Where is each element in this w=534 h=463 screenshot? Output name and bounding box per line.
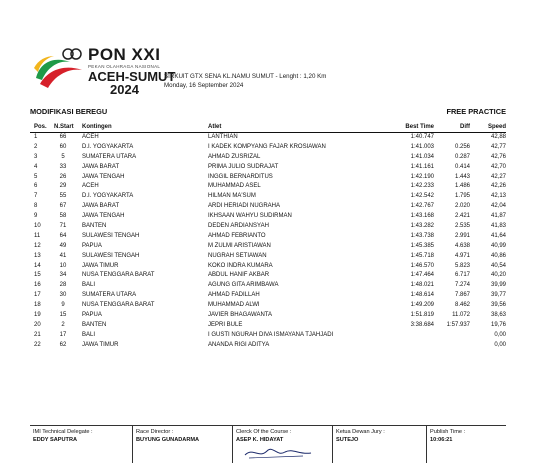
cell-diff: 8.462 [454, 302, 470, 309]
cell-speed: 42,13 [490, 193, 506, 200]
cell-athlete: ABDUL HANIF AKBAR [208, 272, 270, 279]
cell-best-time: 1:48.021 [410, 282, 434, 289]
header-best-time: Best Time [405, 124, 434, 130]
table-row [30, 271, 506, 281]
footer-jury [332, 426, 429, 463]
cell-team: NUSA TENGGARA BARAT [82, 272, 155, 279]
table-row [30, 262, 506, 272]
cell-best-time: 1:41.161 [410, 163, 434, 170]
cell-team: D.I. YOGYAKARTA [82, 193, 134, 200]
event-date: Monday, 16 September 2024 [164, 82, 244, 89]
race-director-label: Race Director : [136, 429, 174, 435]
cell-start: 49 [59, 242, 67, 249]
cell-speed: 39,56 [490, 302, 506, 309]
cell-pos: 1 [34, 134, 38, 140]
cell-team: JAWA TENGAH [82, 173, 125, 180]
footer-officials [30, 425, 506, 463]
header-diff: Diff [460, 124, 470, 130]
cell-athlete: LANTHIAN [208, 134, 238, 140]
cell-diff: 7.274 [454, 282, 470, 289]
clerk-label: Clerck Of the Course : [236, 429, 292, 435]
header-team: Kontingen [82, 124, 112, 130]
cell-start: 58 [59, 213, 67, 220]
cell-pos: 10 [34, 223, 41, 230]
cell-athlete: ANANDA RIGI ADITYA [208, 341, 270, 348]
cell-athlete: JEPRI BULE [208, 321, 243, 328]
race-director-value: BUYUNG GUNADARMA [136, 437, 200, 443]
cell-athlete: AGUNG GITA ARIMBAWA [208, 282, 279, 289]
table-body [30, 133, 506, 351]
cell-start: 33 [59, 163, 67, 170]
cell-speed: 42,27 [490, 173, 506, 180]
cell-best-time: 1:42.767 [410, 203, 434, 210]
table-row [30, 341, 506, 351]
cell-speed: 42,88 [490, 134, 506, 140]
pon-xxi-logo [30, 44, 90, 92]
cell-best-time: 1:40.747 [410, 134, 434, 140]
table-row [30, 153, 506, 163]
cell-athlete: KOKO INDRA KUMARA [208, 262, 273, 269]
cell-diff: 1:57.937 [446, 321, 470, 328]
cell-best-time: 1:45.385 [410, 242, 434, 249]
clerk-value: ASEP K. HIDAYAT [236, 437, 284, 443]
table-row [30, 331, 506, 341]
results-table [30, 122, 506, 351]
cell-start: 67 [59, 203, 67, 210]
cell-pos: 22 [34, 341, 41, 348]
cell-diff: 2.535 [454, 223, 470, 230]
cell-best-time: 1:43.282 [410, 223, 434, 230]
cell-pos: 19 [34, 312, 41, 319]
table-row [30, 301, 506, 311]
table-row [30, 291, 506, 301]
cell-pos: 4 [34, 163, 38, 170]
cell-athlete: IKHSAAN WAHYU SUDIRMAN [208, 213, 292, 220]
table-row [30, 281, 506, 291]
cell-best-time: 1:41.034 [410, 153, 434, 160]
cell-speed: 42,77 [490, 143, 506, 150]
cell-diff: 2.020 [454, 203, 470, 210]
cell-speed: 40,86 [490, 252, 506, 259]
cell-diff: 7.867 [454, 292, 470, 299]
header-athlete: Atlet [208, 124, 222, 130]
cell-team: JAWA BARAT [82, 203, 120, 210]
event-info [164, 72, 326, 90]
table-row [30, 321, 506, 331]
table-row [30, 252, 506, 262]
footer-imi-delegate [30, 426, 130, 463]
cell-pos: 16 [34, 282, 41, 289]
cell-pos: 5 [34, 173, 38, 180]
table-row [30, 222, 506, 232]
footer-publish [426, 426, 507, 463]
table-row [30, 163, 506, 173]
cell-best-time: 1:51.819 [410, 312, 434, 319]
cell-team: SUMATERA UTARA [82, 153, 137, 160]
cell-diff: 2.991 [454, 232, 470, 239]
cell-best-time: 1:42.233 [410, 183, 434, 190]
cell-best-time: 3:38.684 [410, 321, 434, 328]
cell-team: ACEH [82, 183, 99, 190]
cell-athlete: MUHAMMAD ASEL [208, 183, 261, 190]
cell-pos: 15 [34, 272, 41, 279]
cell-start: 41 [59, 252, 67, 259]
table-row [30, 242, 506, 252]
cell-pos: 7 [34, 193, 38, 200]
footer-clerk [232, 426, 333, 463]
cell-pos: 21 [34, 331, 41, 338]
cell-athlete: JAVIER BHAGAWANTA [208, 312, 273, 319]
cell-diff: 4.638 [454, 242, 470, 249]
cell-diff: 1.486 [454, 183, 470, 190]
cell-team: ACEH [82, 134, 99, 140]
cell-team: JAWA TENGAH [82, 213, 125, 220]
cell-best-time: 1:45.718 [410, 252, 434, 259]
cell-pos: 9 [34, 213, 38, 220]
cell-team: PAPUA [82, 312, 102, 319]
cell-athlete: NUGRAH SETIAWAN [208, 252, 267, 259]
cell-athlete: INGGIL BERNARDITUS [208, 173, 273, 180]
jury-value: SUTEJO [336, 437, 359, 443]
cell-speed: 0,00 [494, 331, 506, 338]
cell-speed: 19,76 [490, 321, 506, 328]
cell-start: 66 [59, 134, 67, 140]
brand-year: 2024 [110, 82, 139, 97]
cell-athlete: MUHAMMAD ALWI [208, 302, 260, 309]
cell-diff: 6.717 [454, 272, 470, 279]
cell-speed: 39,77 [490, 292, 506, 299]
cell-best-time: 1:48.614 [410, 292, 434, 299]
table-row [30, 143, 506, 153]
cell-start: 62 [59, 341, 67, 348]
cell-best-time: 1:41.003 [410, 143, 434, 150]
table-row [30, 232, 506, 242]
cell-pos: 18 [34, 302, 41, 309]
table-row [30, 133, 506, 143]
cell-start: 2 [61, 321, 65, 328]
cell-start: 60 [59, 143, 67, 150]
header-pos: Pos. [34, 124, 47, 130]
cell-pos: 17 [34, 292, 41, 299]
cell-best-time: 1:47.464 [410, 272, 434, 279]
cell-best-time: 1:46.570 [410, 262, 434, 269]
cell-start: 29 [59, 183, 67, 190]
cell-team: JAWA TIMUR [82, 341, 119, 348]
cell-diff: 0.414 [454, 163, 470, 170]
cell-team: BALI [82, 282, 96, 289]
cell-pos: 8 [34, 203, 38, 210]
cell-diff: 5.823 [454, 262, 470, 269]
publish-value: 10:06:21 [430, 437, 453, 443]
table-row [30, 182, 506, 192]
cell-team: BANTEN [82, 223, 107, 230]
cell-athlete: M ZULMI ARISTIAWAN [208, 242, 271, 249]
cell-speed: 42,04 [490, 203, 506, 210]
table-row [30, 202, 506, 212]
cell-speed: 42,26 [490, 183, 506, 190]
brand-host: ACEH-SUMUT [88, 69, 176, 84]
cell-best-time: 1:49.209 [410, 302, 434, 309]
event-brand [88, 46, 175, 96]
cell-athlete: AHMAD FADILLAH [208, 292, 260, 299]
publish-label: Publish Time : [430, 429, 466, 435]
signature-image [243, 443, 313, 461]
imi-value: EDDY SAPUTRA [33, 437, 78, 443]
cell-speed: 42,76 [490, 153, 506, 160]
cell-team: D.I. YOGYAKARTA [82, 143, 134, 150]
category-title: MODIFIKASI BEREGU [30, 107, 108, 116]
cell-best-time: 1:43.168 [410, 213, 434, 220]
cell-athlete: I GUSTI NGURAH DIVA ISMAYANA TJAHJADI [208, 331, 334, 338]
cell-best-time: 1:42.190 [410, 173, 434, 180]
cell-athlete: AHMAD ZUSRIZAL [208, 153, 261, 160]
cell-athlete: DEDEN ARDIANSYAH [208, 223, 269, 230]
imi-label: IMI Technical Delegate : [33, 429, 93, 435]
table-row [30, 192, 506, 202]
cell-speed: 42,70 [490, 163, 506, 170]
cell-athlete: I KADEK KOMPYANG FAJAR KROSIAWAN [208, 143, 326, 150]
cell-start: 10 [59, 262, 67, 269]
cell-speed: 41,87 [490, 213, 506, 220]
cell-start: 15 [59, 312, 67, 319]
cell-athlete: AHMAD FEBRIANTO [208, 232, 266, 239]
cell-pos: 12 [34, 242, 41, 249]
cell-pos: 3 [34, 153, 38, 160]
cell-speed: 40,54 [490, 262, 506, 269]
cell-start: 34 [59, 272, 67, 279]
cell-start: 28 [59, 282, 67, 289]
cell-diff: 0.256 [454, 143, 470, 150]
cell-start: 30 [59, 292, 67, 299]
cell-pos: 2 [34, 143, 38, 150]
header-start: N.Start [54, 124, 74, 130]
cell-pos: 13 [34, 252, 41, 259]
footer-race-director [132, 426, 233, 463]
cell-team: JAWA TIMUR [82, 262, 119, 269]
cell-athlete: PRIMA JULIO SUDRAJAT [208, 163, 279, 170]
table-header [30, 122, 506, 133]
cell-pos: 14 [34, 262, 41, 269]
cell-team: BALI [82, 331, 96, 338]
cell-speed: 0,00 [494, 341, 506, 348]
cell-athlete: ARDI HERIADI NUGRAHA [208, 203, 281, 210]
cell-speed: 38,63 [490, 312, 506, 319]
cell-diff: 0.287 [454, 153, 470, 160]
cell-team: PAPUA [82, 242, 102, 249]
cell-start: 64 [59, 232, 67, 239]
cell-best-time: 1:43.738 [410, 232, 434, 239]
table-row [30, 212, 506, 222]
cell-diff: 2.421 [454, 213, 470, 220]
cell-diff: 1.443 [454, 173, 470, 180]
cell-diff: 4.971 [454, 252, 470, 259]
session-title: FREE PRACTICE [446, 107, 506, 116]
brand-title: PON XXI [88, 45, 161, 64]
cell-team: SULAWESI TENGAH [82, 252, 140, 259]
cell-team: BANTEN [82, 321, 107, 328]
header-speed: Speed [487, 124, 506, 130]
jury-label: Ketua Dewan Jury : [336, 429, 385, 435]
cell-start: 26 [59, 173, 67, 180]
cell-start: 9 [61, 302, 65, 309]
cell-pos: 11 [34, 232, 41, 239]
cell-start: 17 [59, 331, 67, 338]
cell-team: JAWA BARAT [82, 163, 120, 170]
cell-speed: 41,83 [490, 223, 506, 230]
cell-speed: 40,20 [490, 272, 506, 279]
cell-speed: 39,99 [490, 282, 506, 289]
cell-team: SUMATERA UTARA [82, 292, 137, 299]
cell-pos: 6 [34, 183, 38, 190]
cell-athlete: HILMAN MA'SUM [208, 193, 256, 200]
cell-pos: 20 [34, 321, 41, 328]
table-row [30, 311, 506, 321]
cell-diff: 1.795 [454, 193, 470, 200]
cell-speed: 40,99 [490, 242, 506, 249]
circuit-name: SIRKUIT GTX SENA KL.NAMU SUMUT - Lenght : 1,20 Km [164, 73, 327, 80]
cell-team: SULAWESI TENGAH [82, 232, 140, 239]
cell-diff: 11.072 [452, 312, 470, 319]
cell-start: 71 [59, 223, 67, 230]
table-row [30, 173, 506, 183]
cell-start: 55 [59, 193, 67, 200]
cell-team: NUSA TENGGARA BARAT [82, 302, 155, 309]
cell-start: 5 [61, 153, 65, 160]
cell-speed: 41,64 [490, 232, 506, 239]
brand-subtitle: PEKAN OLAHRAGA NASIONAL [88, 64, 161, 69]
cell-best-time: 1:42.542 [410, 193, 434, 200]
